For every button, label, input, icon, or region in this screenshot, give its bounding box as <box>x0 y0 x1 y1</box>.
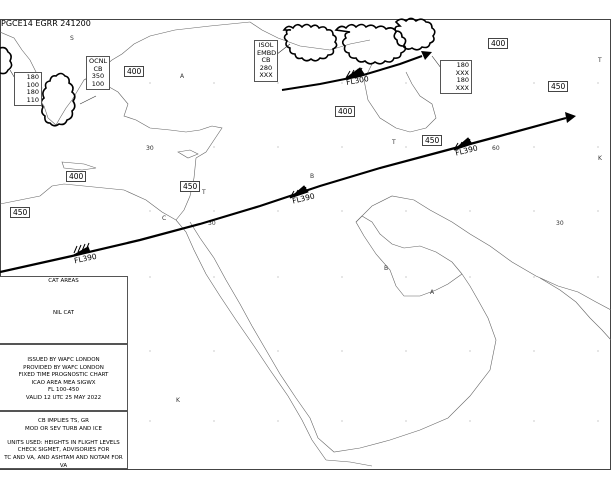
cb-area-north <box>284 19 435 64</box>
jet-level-label: FL390 <box>73 251 98 266</box>
city-letter: A <box>180 73 185 80</box>
tropopause-height: 400 <box>124 66 144 77</box>
lat-lon-grid <box>150 82 598 422</box>
jet-arrowhead-north <box>421 51 432 60</box>
city-letter: C <box>162 215 167 222</box>
cat-areas-panel <box>0 276 128 344</box>
cb-area-west <box>0 48 12 74</box>
turbulence-box-left: 180 100 180 110 <box>14 72 42 106</box>
tropopause-height: 400 <box>488 38 508 49</box>
tropopause-height: 450 <box>548 81 568 92</box>
cb-area-ocnl <box>41 74 75 126</box>
cat-areas-title: CAT AREAS <box>48 278 79 284</box>
tropopause-height: 450 <box>180 181 200 192</box>
tropopause-height: 400 <box>66 171 86 182</box>
wind-barbs <box>72 68 472 256</box>
jet-level-label: FL300 <box>345 74 370 87</box>
city-letter: T <box>202 189 206 196</box>
city-letter: K <box>176 397 180 404</box>
notes-panel: CB IMPLIES TS, GR MOD OR SEV TURB AND ICE UNITS USED: HEIGHTS IN FLIGHT LEVELS CHECK SIGMET, ADVISORIES FOR TC AND VA, AND ASHTAM AND NOTAM FOR VA <box>0 411 128 469</box>
city-letter: S <box>70 35 74 42</box>
ocnl-cb-info-box: OCNL CB 350 100 <box>86 56 110 90</box>
tropopause-height: 450 <box>10 207 30 218</box>
city-letter: T <box>392 139 396 146</box>
turbulence-box-right: 180 XXX 180 XXX <box>440 60 472 94</box>
grid-label: 30 <box>208 220 216 227</box>
grid-label: 60 <box>492 145 500 152</box>
cb-info-box: ISOL EMBD CB 280 XXX <box>254 40 278 82</box>
city-markers <box>70 35 603 404</box>
city-letter: B <box>384 265 389 272</box>
chart-header: PGCE14 EGRR 241200 <box>1 19 91 28</box>
jet-arrowhead-main <box>565 112 576 123</box>
tropopause-height: 400 <box>335 106 355 117</box>
jet-level-label: FL390 <box>454 143 479 158</box>
city-letter: K <box>598 155 602 162</box>
city-letter: B <box>310 173 315 180</box>
issuer-panel: ISSUED BY WAFC LONDON PROVIDED BY WAFC LONDON FIXED TIME PROGNOSTIC CHART ICAO AREA MEA SIGWX FL 100-450 VALID 12 UTC 25 MAY 2022 <box>0 344 128 411</box>
city-letter: T <box>598 57 602 64</box>
cat-areas-value: NIL CAT <box>52 310 75 316</box>
city-letter: A <box>430 289 435 296</box>
grid-label: 30 <box>556 220 564 227</box>
jet-level-label: FL390 <box>291 191 316 206</box>
grid-label: 30 <box>146 145 154 152</box>
tropopause-height: 450 <box>422 135 442 146</box>
